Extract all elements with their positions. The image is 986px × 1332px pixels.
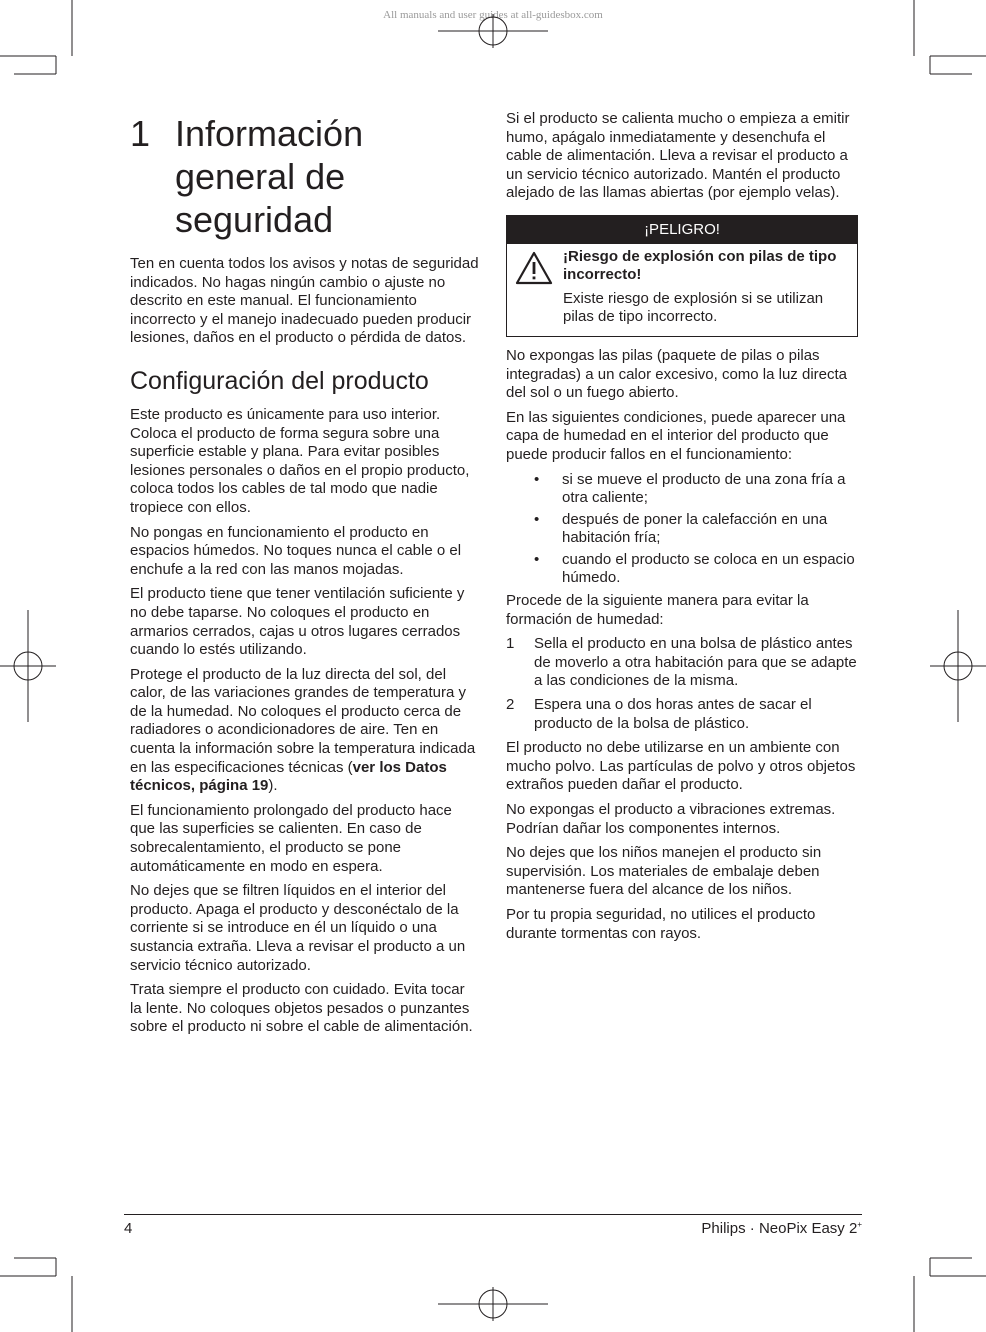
- danger-description: Existe riesgo de explosión si se utilizan pilas de tipo incorrecto.: [563, 289, 824, 326]
- footer-rule: [124, 1214, 862, 1215]
- paragraph-end: ).: [268, 777, 278, 795]
- registration-mark-bottom: [438, 1287, 548, 1321]
- registration-mark-top: [438, 14, 548, 48]
- bullet-list: [506, 471, 858, 589]
- paragraph: Procede de la siguiente manera para evitar la formación de humedad:: [506, 592, 809, 628]
- list-item: • después de poner la calefacción en una habitación fría;: [534, 510, 828, 547]
- paragraph: El producto no debe utilizarse en un ambiente con mucho polvo. Las partículas de polvo y otros objetos extraños pueden dañar el producto.: [506, 739, 856, 794]
- right-column: [506, 110, 858, 949]
- warning-triangle-icon: [515, 248, 563, 332]
- footer-product: [701, 1220, 862, 1237]
- footer-superscript: +: [857, 1220, 862, 1229]
- paragraph: No dejes que se filtren líquidos en el interior del producto. Apaga el producto y desconéctalo de la corriente si se introduce en él un líquido o una sustancia extraña. Lleva a revisar el producto a un servicio técnico autorizado.: [130, 882, 466, 974]
- paragraph: En las siguientes condiciones, puede aparecer una capa de humedad en el interior del producto que puede producir fallos en el funcionamiento:: [506, 408, 846, 463]
- paragraph: Si el producto se calienta mucho o empieza a emitir humo, apágalo inmediatamente y desenchufa el cable de alimentación. Lleva a revisar el producto a un servicio técnico autorizado. Mantén el producto alejado de las llamas abiertas (por ejemplo velas).: [506, 110, 850, 202]
- numbered-list: [506, 635, 858, 733]
- paragraph: Este producto es únicamente para uso interior. Coloca el producto de forma segura sobre una superficie estable y plana. Para evitar posibles lesiones personales o daños en el propio producto, coloca todos los cables de tal modo que nadie tropiece con ellos.: [130, 405, 470, 516]
- list-item: • si se mueve el producto de una zona fría a otra caliente;: [534, 470, 846, 507]
- bullet-icon: •: [534, 510, 540, 528]
- list-item: 1 Sella el producto en una bolsa de plástico antes de moverlo a otra habitación para que se adapte a las condiciones de la misma.: [506, 635, 857, 690]
- paragraph: Por tu propia seguridad, no utilices el producto durante tormentas con rayos.: [506, 905, 816, 942]
- danger-body: [507, 244, 857, 336]
- bullet-icon: •: [534, 470, 540, 488]
- intro-paragraph: Ten en cuenta todos los avisos y notas de seguridad indicados. No hagas ningún cambio o ajuste no descrito en este manual. El funcionamiento incorrecto y el manejo inadecuado pueden producir lesiones, daños en el producto o pérdida de datos.: [130, 255, 479, 347]
- danger-heading: ¡Riesgo de explosión con pilas de tipo incorrecto!: [563, 247, 837, 284]
- page-number: 4: [124, 1220, 133, 1237]
- paragraph: No dejes que los niños manejen el producto sin supervisión. Los materiales de embalaje deben mantenerse fuera del alcance de los niños.: [506, 844, 822, 899]
- danger-box: [506, 215, 858, 337]
- paragraph: No expongas el producto a vibraciones extremas. Podrían dañar los componentes internos.: [506, 801, 836, 837]
- section-title: Configuración del producto: [130, 366, 429, 395]
- cross-reference-link[interactable]: ver los Datos técnicos, página 19: [130, 758, 447, 795]
- paragraph: Trata siempre el producto con cuidado. Evita tocar la lente. No coloques objetos pesados o punzantes sobre el producto ni sobre el cable de alimentación.: [130, 981, 473, 1036]
- chapter-heading: [130, 112, 480, 241]
- list-item: 2 Espera una o dos horas antes de sacar el producto de la bolsa de plástico.: [506, 696, 812, 732]
- paragraph: [130, 666, 480, 796]
- paragraph: El funcionamiento prolongado del producto hace que las superficies se calienten. En caso de sobrecalentamiento, el producto se pone automáticamente en modo en espera.: [130, 801, 452, 875]
- left-column: [130, 110, 480, 1043]
- paragraph: No expongas las pilas (paquete de pilas o pilas integradas) a un calor excesivo, como la luz directa del sol o un fuego abierto.: [506, 346, 848, 402]
- watermark: All manuals and user guides at all-guidesbox.com: [383, 9, 603, 21]
- registration-mark-right: [930, 610, 986, 722]
- bullet-icon: •: [534, 550, 540, 568]
- paragraph: El producto tiene que tener ventilación suficiente y no debe taparse. No coloques el producto en armarios cerrados, cajas u otros lugares cerrados cuando lo estés utilizando.: [130, 585, 465, 659]
- footer-product-name: Philips · NeoPix Easy 2: [701, 1220, 858, 1237]
- paragraph: No pongas en funcionamiento el producto en espacios húmedos. No toques nunca el cable o el enchufe a la red con las manos mojadas.: [130, 523, 462, 578]
- danger-text: [563, 248, 849, 332]
- chapter-title: Información general de seguridad: [175, 113, 364, 240]
- paragraph-text: Protege el producto de la luz directa del sol, del calor, de las variaciones grandes de temperatura y de la humedad. No coloques el producto cerca de radiadores o acondicionadores de aire. Ten en cuenta la información sobre la temperatura indicada en las especificaciones técnicas (: [130, 665, 476, 776]
- registration-mark-left: [0, 610, 56, 722]
- chapter-number: 1: [130, 113, 151, 154]
- danger-label: ¡PELIGRO!: [507, 216, 857, 244]
- list-item: • cuando el producto se coloca en un espacio húmedo.: [534, 550, 855, 587]
